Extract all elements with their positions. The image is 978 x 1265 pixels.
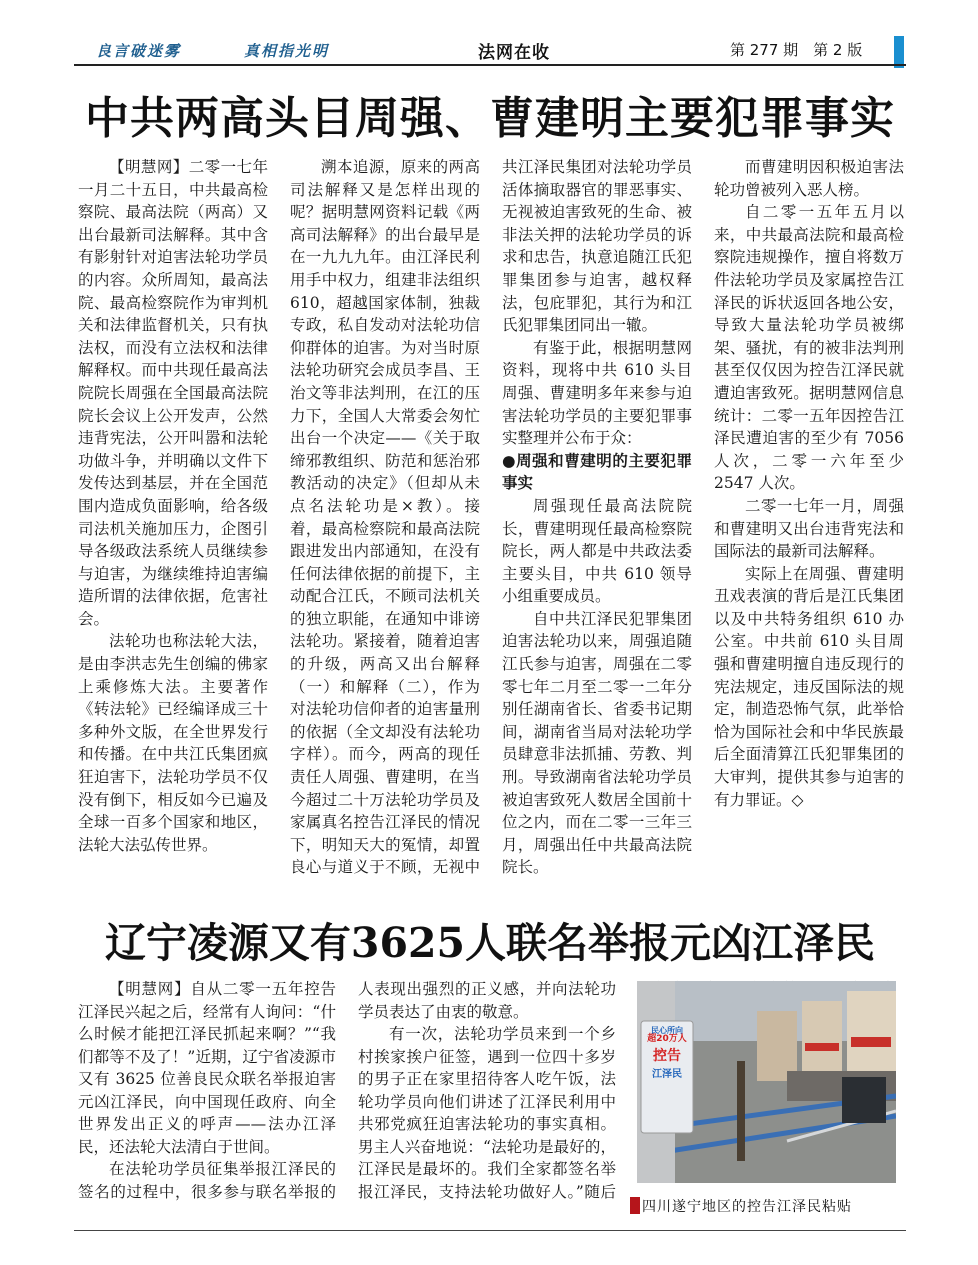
sign-line: 民心所向 xyxy=(651,1026,683,1035)
article1-paragraph: 法轮功也称法轮大法，是由李洪志先生创编的佛家上乘修炼大法。主要著作《转法轮》已经编译成三十多种外文版，在全世界发行和传播。在中共江氏集团疯狂迫害下，法轮功学员不仅没有倒下，相反如今已遍及全球一百多个国家和地区，法轮大法弘传世界。 xyxy=(78,632,268,854)
issue-number: 第 277 期 第 2 版 xyxy=(730,41,863,59)
page-header xyxy=(74,36,904,66)
article2-paragraph: 有一次，法轮功学员来到一个乡村挨家挨户征签，遇到一位四十多岁的男子正在家里招待客人吃午饭，法轮功学员向他们讲述了江泽民利用中共邪党疯狂迫害法轮功的事实真相。男主人兴奋地说：“法轮功是最好的，江泽民是最坏的。我们全家都签名举报江泽民，支持法轮功做好人。”随后 xyxy=(358,1025,616,1201)
article1-paragraph: 周强现任最高法院院长，曹建明现任最高检察院院长，两人都是中共政法委主要头目，中共 610 领导小组重要成员。 xyxy=(502,496,692,606)
article1-paragraph: 【明慧网】二零一七年一月二十五日，中共最高检察院、最高法院（两高）又出台最新司法解释。其中含有影射针对迫害法轮功学员的内容。众所周知，最高法院、最高检察院作为审判机关和法律监督机关，只有执法权，而没有立法权和法律解释权。而中共现任最高法院院长周强在全国最高法院院长会议上公开发声，公然违背宪法，公开叫嚣和法轮功做斗争，并明确以文件下发传达到基层，并在全国范围内造成负面影响，给各级司法机关施加压力，企图引导各级政法系统人员继续参与迫害，为继续维持迫害编造所谓的法律依据，危害社会。 xyxy=(78,158,268,628)
article2-paragraph: 在法轮功学员征集举报江泽民的签名的过程中，很多参与联名举报的人表现出强烈的正义感，并向法轮功学员表达了由衷的敬意。 xyxy=(78,980,616,1201)
photo-caption: 四川遂宁地区的控告江泽民粘贴 xyxy=(642,1199,852,1215)
article1-paragraph: 自二零一五年五月以来，中共最高法院和最高检察院违规操作，擅自将数万件法轮功学员及家属控告江泽民的诉状返回各地公安，导致大量法轮功学员被绑架、骚扰，有的被非法判刑甚至仅仅因为控告江泽民就遭迫害致死。据明慧网信息统计：二零一五年因控告江泽民遭迫害的至少有 7056 人次，二零一六年至少 2547 人次。 xyxy=(714,203,904,493)
article1-paragraph: 二零一七年一月，周强和曹建明又出台违背宪法和国际法的最新司法解释。 xyxy=(714,496,904,561)
article2-title: 辽宁凌源又有3625人联名举报元凶江泽民 xyxy=(104,919,876,967)
article1-subheading: ●周强和曹建明的主要犯罪事实 xyxy=(502,451,692,493)
article1-title: 中共两高头目周强、曹建明主要犯罪事实 xyxy=(85,93,895,144)
street-photo xyxy=(637,981,896,1183)
header-slogan-right: 真相指光明 xyxy=(244,42,330,60)
article1-paragraph: 自中共江泽民犯罪集团迫害法轮功以来，周强追随江氏参与迫害，周强在二零零七年二月至二零一二年分别任湖南省长、省委书记期间，湖南省当局对法轮功学员肆意非法抓捕、劳教、判刑。导致湖南省法轮功学员被迫害致死人数居全国前十位之内，而在二零一三年三月，周强出任中共最高法院院长。 xyxy=(502,609,692,877)
article1-paragraph: 有鉴于此，根据明慧网资料，现将中共 610 头目周强、曹建明多年来参与迫害法轮功学员的主要犯罪事实整理并公布于众： xyxy=(502,338,692,448)
sign-line: 超20万人 xyxy=(647,1034,687,1045)
article2-body xyxy=(78,978,616,1223)
header-slogan-left: 良言破迷雾 xyxy=(96,42,182,60)
header-rule xyxy=(74,64,906,66)
footer-rule xyxy=(74,1230,906,1231)
sign-line: 江泽民 xyxy=(652,1068,682,1080)
article2-paragraph: 【明慧网】自从二零一五年控告江泽民兴起之后，经常有人询问：“什么时候才能把江泽民抓起来啊？”“我们都等不及了！”近期，辽宁省凌源市又有 3625 位善良民众联名举报迫害元凶江泽民，向中国现任政府、向全世界发出正义的呼声——法办江泽民，还法轮大法清白于世间。 xyxy=(78,980,336,1156)
sign-line: 控告 xyxy=(653,1047,681,1064)
article1-body xyxy=(78,156,904,896)
article1-paragraph: 溯本追源，原来的两高司法解释又是怎样出现的呢？据明慧网资料记载《两高司法解释》的出台最早是在一九九九年。由江泽民利用手中权力，组建非法组织610，超越国家体制，独裁专政，私自发动对法轮功信仰群体的迫害。为对当时原法轮功研究会成员李昌、王治文等非法判刑，在江的压力下，全国人大常委会匆忙出台一个决定——《关于取缔邪教组织、防范和惩治邪教活动的决定》（但却从未点名法轮功是×教）。接着，最高检察院和最高法院跟进发出内部通知，在没有任何法律依据的前提下，主动配合江氏，不顾司法机关的独立职能，在通知中诽谤法轮功。紧接着，随着迫害的升级，两高又出台解释（一）和解释（二），作为对法轮功信仰者的迫害量刑的依据（全文却没有法轮功字样）。而今，两高的现任责任人周强、曹建明，在当今超过二十万法轮功学员及家属真名控告江泽民的情况下，明知天大的冤情，却置良心与道义于不顾，无视中共江泽民集团对法轮功学员活体摘取器官的罪恶事实、无视被迫害致死的生命、被非法关押的法轮功学员的诉求和忠告，执意追随江氏犯罪集团参与迫害，越权释法，包庇罪犯，其行为和江氏犯罪集团同出一辙。 xyxy=(290,158,692,877)
article1-paragraph: 实际上在周强、曹建明丑戏表演的背后是江氏集团以及中共特务组织 610 办公室。中共前 610 头目周强和曹建明擅自违反现行的宪法规定，违反国际法的规定，制造恐怖气氛，此举恰恰为国际社会和中华民族最后全面清算江氏犯罪集团的大审判，提供其参与迫害的有力罪证。◇ xyxy=(714,564,904,809)
article1-paragraph: 而曹建明因积极迫害法轮功曾被列入恶人榜。 xyxy=(714,158,904,199)
newspaper-name: 法网在收 xyxy=(478,43,550,63)
protest-sign xyxy=(643,1025,691,1131)
caption-marker xyxy=(630,1197,640,1214)
